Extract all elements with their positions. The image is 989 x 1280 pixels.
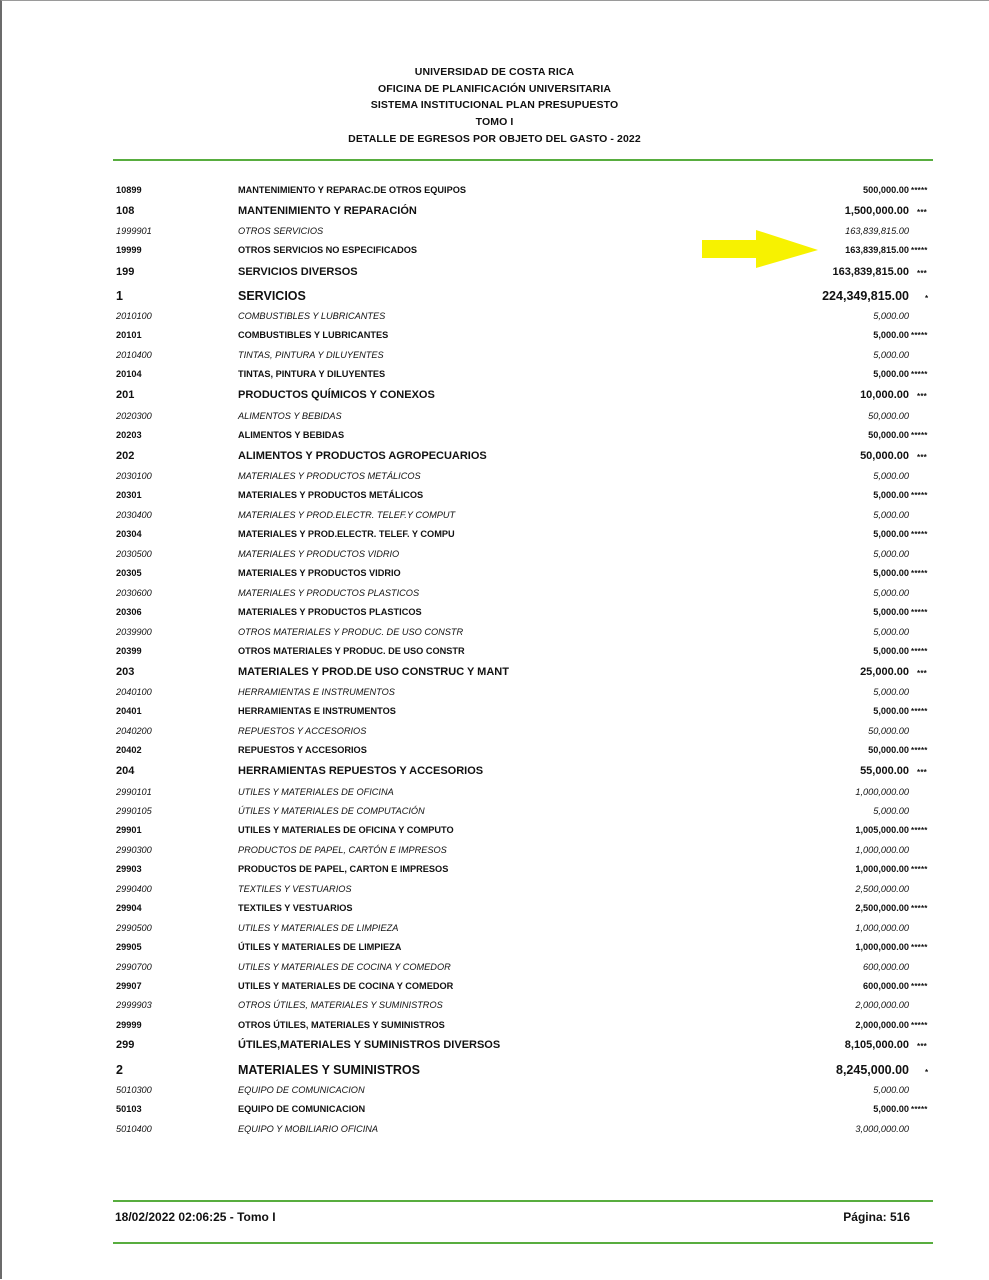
row-amount: 2,000,000.00	[855, 1020, 909, 1030]
row-amount: 5,000.00	[873, 369, 909, 379]
row-description: MATERIALES Y PRODUCTOS PLASTICOS	[238, 607, 422, 617]
row-amount: 5,000.00	[873, 607, 909, 617]
row-description: HERRAMIENTAS REPUESTOS Y ACCESORIOS	[238, 765, 484, 777]
row-amount: 5,000.00	[873, 706, 909, 716]
row-code: 20399	[116, 646, 142, 656]
row-amount: 5,000.00	[873, 1085, 909, 1095]
row-description: PRODUCTOS DE PAPEL, CARTÓN E IMPRESOS	[238, 845, 447, 855]
row-total-marker: *****	[911, 865, 928, 874]
header-title: DETALLE DE EGRESOS POR OBJETO DEL GASTO - 2022	[348, 132, 641, 145]
row-amount: 50,000.00	[868, 726, 909, 736]
detail-row	[0, 781, 989, 800]
row-code: 2990700	[116, 962, 152, 972]
detail-row	[0, 220, 989, 239]
row-description: MATERIALES Y PRODUCTOS METÁLICOS	[238, 471, 421, 481]
row-amount: 1,000,000.00	[855, 923, 909, 933]
item-total-row	[0, 936, 989, 955]
item-total-row	[0, 363, 989, 382]
row-code: 20401	[116, 706, 142, 716]
row-description: TEXTILES Y VESTUARIOS	[238, 903, 353, 913]
detail-row	[0, 344, 989, 363]
detail-row	[0, 994, 989, 1013]
row-amount: 1,000,000.00	[855, 845, 909, 855]
item-total-row	[0, 897, 989, 916]
row-amount: 5,000.00	[873, 529, 909, 539]
item-total-row	[0, 601, 989, 620]
row-total-marker: *****	[911, 1021, 928, 1030]
row-code: 2030100	[116, 471, 152, 481]
subgroup-total-row	[0, 761, 989, 780]
row-description: UTILES Y MATERIALES DE COCINA Y COMEDOR	[238, 962, 451, 972]
group-total-row	[0, 284, 989, 306]
row-code: 2990500	[116, 923, 152, 933]
row-amount: 2,500,000.00	[855, 903, 909, 913]
header-system: SISTEMA INSTITUCIONAL PLAN PRESUPUESTO	[370, 99, 619, 112]
row-amount: 5,000.00	[873, 1104, 909, 1114]
header-volume: TOMO I	[475, 116, 514, 129]
row-description: MATERIALES Y PROD.DE USO CONSTRUC Y MANT	[238, 666, 509, 678]
row-description: COMBUSTIBLES Y LUBRICANTES	[238, 311, 386, 321]
row-description: ÚTILES Y MATERIALES DE COMPUTACIÓN	[238, 806, 425, 816]
row-amount: 600,000.00	[863, 981, 909, 991]
row-total-marker: *****	[911, 530, 928, 539]
row-total-marker: *****	[911, 826, 928, 835]
subgroup-total-row	[0, 385, 989, 404]
detail-row	[0, 720, 989, 739]
row-code: 2999903	[116, 1000, 152, 1010]
row-amount: 5,000.00	[873, 311, 909, 321]
item-total-row	[0, 562, 989, 581]
row-description: ÚTILES Y MATERIALES DE LIMPIEZA	[238, 942, 402, 952]
row-amount: 1,000,000.00	[855, 787, 909, 797]
row-total-marker: ***	[917, 269, 927, 278]
row-code: 2010100	[116, 311, 152, 321]
row-code: 2	[116, 1063, 123, 1077]
subgroup-total-row	[0, 446, 989, 465]
row-total-marker: *****	[911, 1105, 928, 1114]
header-university: UNIVERSIDAD DE COSTA RICA	[414, 66, 575, 78]
row-description: TINTAS, PINTURA Y DILUYENTES	[238, 369, 386, 379]
row-description: MATERIALES Y PROD.ELECTR. TELEF. Y COMPU	[238, 529, 455, 539]
row-amount: 8,245,000.00	[836, 1063, 909, 1077]
row-total-marker: *****	[911, 186, 928, 195]
row-code: 1	[116, 289, 123, 303]
row-amount: 5,000.00	[873, 350, 909, 360]
row-code: 29999	[116, 1020, 142, 1030]
row-amount: 5,000.00	[873, 510, 909, 520]
row-code: 1999901	[116, 226, 152, 236]
row-amount: 5,000.00	[873, 471, 909, 481]
row-code: 2030600	[116, 588, 152, 598]
row-description: PRODUCTOS DE PAPEL, CARTON E IMPRESOS	[238, 864, 449, 874]
row-code: 2010400	[116, 350, 152, 360]
row-amount: 5,000.00	[873, 549, 909, 559]
row-description: ÚTILES,MATERIALES Y SUMINISTROS DIVERSOS	[238, 1039, 501, 1051]
row-amount: 1,005,000.00	[855, 825, 909, 835]
row-description: REPUESTOS Y ACCESORIOS	[238, 745, 367, 755]
row-code: 20402	[116, 745, 142, 755]
row-total-marker: *	[925, 1068, 929, 1077]
footer-top-divider	[113, 1200, 933, 1202]
item-total-row	[0, 858, 989, 877]
item-total-row	[0, 975, 989, 994]
item-total-row	[0, 484, 989, 503]
detail-row	[0, 878, 989, 897]
item-total-row	[0, 239, 989, 258]
detail-row	[0, 839, 989, 858]
row-description: OTROS MATERIALES Y PRODUC. DE USO CONSTR	[238, 627, 464, 637]
row-description: MATERIALES Y PRODUCTOS METÁLICOS	[238, 490, 424, 500]
row-description: OTROS ÚTILES, MATERIALES Y SUMINISTROS	[238, 1000, 443, 1010]
item-total-row	[0, 1014, 989, 1033]
row-amount: 2,500,000.00	[855, 884, 909, 894]
row-code: 50103	[116, 1104, 142, 1114]
subgroup-total-row	[0, 1035, 989, 1054]
detail-row	[0, 681, 989, 700]
item-total-row	[0, 424, 989, 443]
row-amount: 600,000.00	[863, 962, 909, 972]
row-description: ALIMENTOS Y BEBIDAS	[238, 430, 345, 440]
row-amount: 5,000.00	[873, 627, 909, 637]
row-code: 2990101	[116, 787, 152, 797]
row-code: 29901	[116, 825, 142, 835]
row-amount: 163,839,815.00	[845, 226, 909, 236]
row-total-marker: ***	[917, 208, 927, 217]
row-total-marker: *****	[911, 904, 928, 913]
row-code: 29905	[116, 942, 142, 952]
detail-row	[0, 582, 989, 601]
detail-row	[0, 1079, 989, 1098]
row-description: OTROS SERVICIOS NO ESPECIFICADOS	[238, 245, 418, 255]
detail-row	[0, 956, 989, 975]
row-amount: 5,000.00	[873, 588, 909, 598]
row-code: 29907	[116, 981, 142, 991]
header-office: OFICINA DE PLANIFICACIÓN UNIVERSITARIA	[377, 82, 612, 95]
row-description: EQUIPO DE COMUNICACION	[238, 1085, 365, 1095]
row-description: SERVICIOS	[238, 289, 306, 303]
row-description: ALIMENTOS Y PRODUCTOS AGROPECUARIOS	[238, 450, 487, 462]
row-amount: 10,000.00	[860, 389, 909, 401]
row-code: 5010400	[116, 1124, 152, 1134]
row-description: TINTAS, PINTURA Y DILUYENTES	[238, 350, 384, 360]
row-code: 199	[116, 266, 135, 278]
item-total-row	[0, 1098, 989, 1117]
row-description: MATERIALES Y PROD.ELECTR. TELEF.Y COMPUT	[238, 510, 456, 520]
row-code: 10899	[116, 185, 142, 195]
row-description: REPUESTOS Y ACCESORIOS	[238, 726, 367, 736]
row-description: MATERIALES Y PRODUCTOS PLASTICOS	[238, 588, 420, 598]
item-total-row	[0, 324, 989, 343]
row-amount: 8,105,000.00	[844, 1039, 909, 1051]
row-code: 201	[116, 389, 135, 401]
row-code: 2990105	[116, 806, 152, 816]
row-code: 20104	[116, 369, 142, 379]
row-amount: 1,500,000.00	[844, 205, 909, 217]
row-code: 20305	[116, 568, 142, 578]
row-description: MATERIALES Y PRODUCTOS VIDRIO	[238, 568, 401, 578]
row-amount: 1,000,000.00	[855, 864, 909, 874]
row-amount: 50,000.00	[860, 450, 909, 462]
row-description: ALIMENTOS Y BEBIDAS	[238, 411, 342, 421]
item-total-row	[0, 819, 989, 838]
row-code: 108	[116, 205, 135, 217]
row-amount: 55,000.00	[860, 765, 909, 777]
detail-row	[0, 543, 989, 562]
subgroup-total-row	[0, 201, 989, 220]
row-total-marker: *****	[911, 370, 928, 379]
row-description: UTILES Y MATERIALES DE OFICINA Y COMPUTO	[238, 825, 454, 835]
row-code: 20306	[116, 607, 142, 617]
row-code: 19999	[116, 245, 142, 255]
row-amount: 50,000.00	[868, 411, 909, 421]
row-code: 2030400	[116, 510, 152, 520]
footer-page-number: Página: 516	[843, 1210, 910, 1224]
row-amount: 224,349,815.00	[822, 289, 909, 303]
detail-row	[0, 1118, 989, 1137]
row-amount: 1,000,000.00	[855, 942, 909, 952]
row-amount: 5,000.00	[873, 330, 909, 340]
detail-row	[0, 800, 989, 819]
subgroup-total-row	[0, 262, 989, 281]
row-amount: 5,000.00	[873, 490, 909, 500]
row-description: SERVICIOS DIVERSOS	[238, 266, 358, 278]
row-code: 202	[116, 450, 135, 462]
row-description: UTILES Y MATERIALES DE LIMPIEZA	[238, 923, 399, 933]
item-total-row	[0, 523, 989, 542]
detail-row	[0, 305, 989, 324]
item-total-row	[0, 739, 989, 758]
row-amount: 163,839,815.00	[845, 245, 909, 255]
group-total-row	[0, 1058, 989, 1080]
detail-row	[0, 504, 989, 523]
row-description: MANTENIMIENTO Y REPARAC.DE OTROS EQUIPOS	[238, 185, 467, 195]
row-total-marker: ***	[917, 453, 927, 462]
row-amount: 163,839,815.00	[832, 266, 909, 278]
row-amount: 2,000,000.00	[855, 1000, 909, 1010]
row-amount: 50,000.00	[868, 745, 909, 755]
detail-row	[0, 405, 989, 424]
row-code: 20101	[116, 330, 142, 340]
row-code: 29904	[116, 903, 142, 913]
row-amount: 25,000.00	[860, 666, 909, 678]
row-total-marker: *	[925, 294, 929, 303]
row-code: 203	[116, 666, 135, 678]
row-code: 20203	[116, 430, 142, 440]
row-total-marker: ***	[917, 392, 927, 401]
row-description: MANTENIMIENTO Y REPARACIÓN	[238, 205, 417, 217]
row-total-marker: *****	[911, 246, 928, 255]
row-description: OTROS ÚTILES, MATERIALES Y SUMINISTROS	[238, 1020, 445, 1030]
row-amount: 5,000.00	[873, 806, 909, 816]
footer-timestamp: 18/02/2022 02:06:25 - Tomo I	[115, 1210, 276, 1224]
row-total-marker: ***	[917, 768, 927, 777]
subgroup-total-row	[0, 662, 989, 681]
row-code: 204	[116, 765, 135, 777]
row-total-marker: *****	[911, 746, 928, 755]
row-code: 2039900	[116, 627, 152, 637]
row-description: MATERIALES Y PRODUCTOS VIDRIO	[238, 549, 400, 559]
row-total-marker: *****	[911, 431, 928, 440]
row-code: 2030500	[116, 549, 152, 559]
row-description: UTILES Y MATERIALES DE COCINA Y COMEDOR	[238, 981, 454, 991]
row-code: 2040200	[116, 726, 152, 736]
detail-row	[0, 465, 989, 484]
row-code: 5010300	[116, 1085, 152, 1095]
row-amount: 50,000.00	[868, 430, 909, 440]
row-description: OTROS MATERIALES Y PRODUC. DE USO CONSTR	[238, 646, 465, 656]
row-description: UTILES Y MATERIALES DE OFICINA	[238, 787, 394, 797]
yellow-arrow-icon	[700, 230, 820, 272]
row-code: 20304	[116, 529, 142, 539]
row-total-marker: *****	[911, 608, 928, 617]
detail-row	[0, 621, 989, 640]
footer-bottom-divider	[113, 1242, 933, 1244]
row-description: EQUIPO DE COMUNICACION	[238, 1104, 366, 1114]
row-code: 2990400	[116, 884, 152, 894]
row-total-marker: *****	[911, 569, 928, 578]
row-code: 2040100	[116, 687, 152, 697]
item-total-row	[0, 640, 989, 659]
row-code: 29903	[116, 864, 142, 874]
row-amount: 5,000.00	[873, 687, 909, 697]
row-description: MATERIALES Y SUMINISTROS	[238, 1063, 420, 1077]
item-total-row	[0, 700, 989, 719]
row-total-marker: ***	[917, 669, 927, 678]
row-code: 2020300	[116, 411, 152, 421]
row-total-marker: *****	[911, 491, 928, 500]
row-total-marker: *****	[911, 943, 928, 952]
row-description: OTROS SERVICIOS	[238, 226, 324, 236]
row-description: EQUIPO Y MOBILIARIO OFICINA	[238, 1124, 379, 1134]
row-total-marker: *****	[911, 647, 928, 656]
item-total-row	[0, 179, 989, 198]
row-total-marker: ***	[917, 1042, 927, 1051]
row-code: 2990300	[116, 845, 152, 855]
row-amount: 5,000.00	[873, 646, 909, 656]
row-description: COMBUSTIBLES Y LUBRICANTES	[238, 330, 389, 340]
row-description: HERRAMIENTAS E INSTRUMENTOS	[238, 706, 396, 716]
row-description: TEXTILES Y VESTUARIOS	[238, 884, 352, 894]
row-total-marker: *****	[911, 982, 928, 991]
row-code: 299	[116, 1039, 135, 1051]
row-description: HERRAMIENTAS E INSTRUMENTOS	[238, 687, 395, 697]
row-amount: 3,000,000.00	[855, 1124, 909, 1134]
row-code: 20301	[116, 490, 142, 500]
row-total-marker: *****	[911, 331, 928, 340]
detail-row	[0, 917, 989, 936]
row-amount: 5,000.00	[873, 568, 909, 578]
row-amount: 500,000.00	[863, 185, 909, 195]
row-total-marker: *****	[911, 707, 928, 716]
row-description: PRODUCTOS QUÍMICOS Y CONEXOS	[238, 389, 435, 401]
